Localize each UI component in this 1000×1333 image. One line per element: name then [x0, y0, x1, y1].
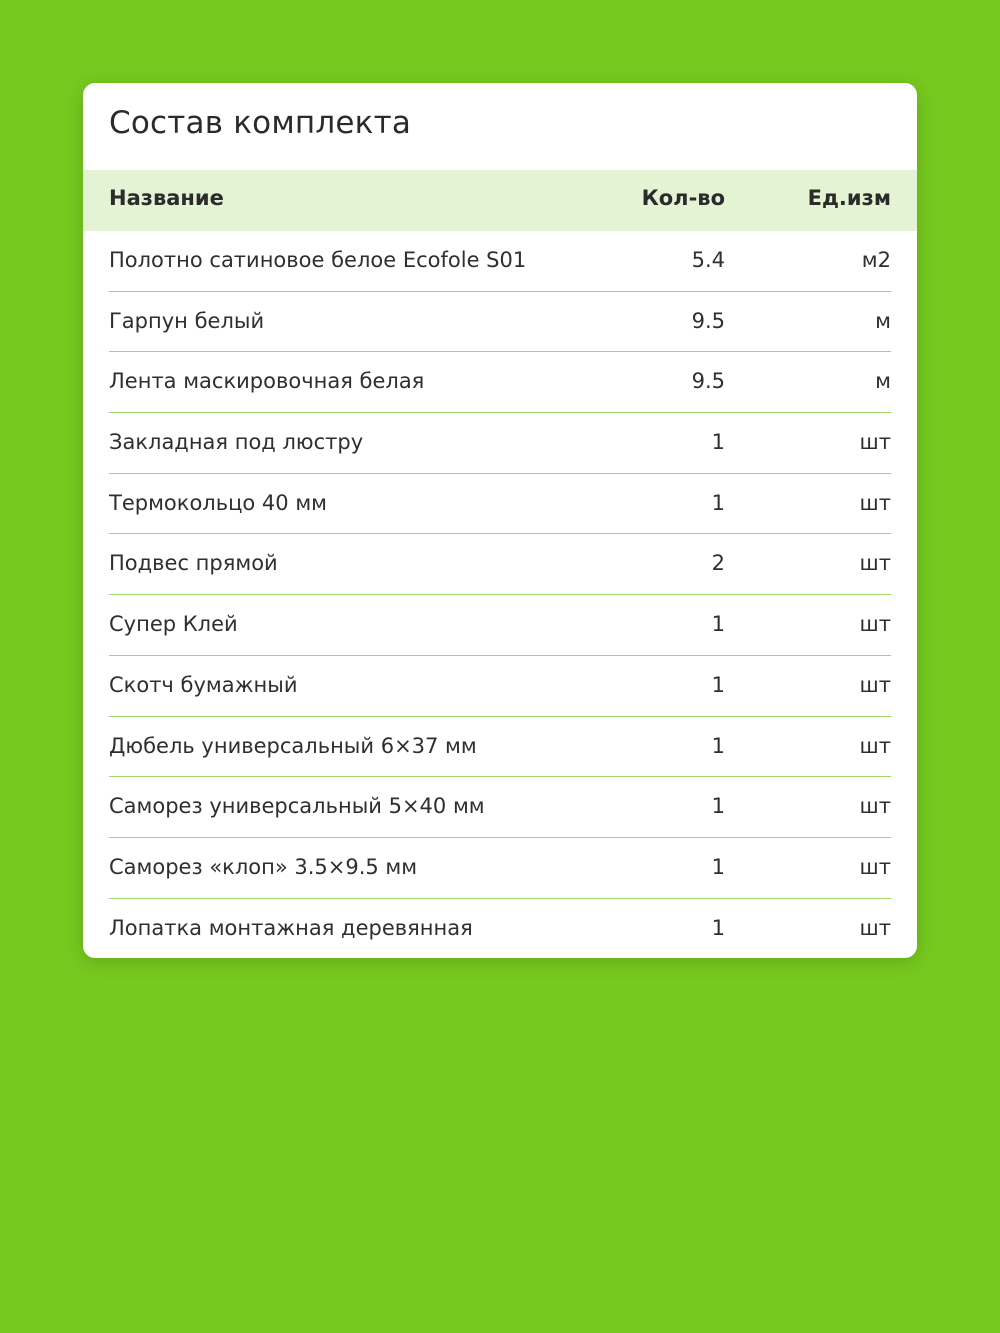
row-qty: 9.5: [691, 369, 725, 394]
row-unit: шт: [859, 672, 891, 697]
table-row: [109, 292, 891, 353]
row-unit: шт: [859, 490, 891, 515]
row-unit: м2: [861, 248, 891, 272]
row-name: Лопатка монтажная деревянная: [109, 915, 473, 940]
row-unit: м: [875, 369, 891, 394]
row-unit: шт: [859, 551, 891, 576]
row-qty: 1: [711, 854, 725, 879]
column-header-unit: Ед.изм: [807, 186, 891, 210]
table-row: [109, 413, 891, 474]
row-name: Закладная под люстру: [109, 430, 364, 455]
table-header: [83, 170, 917, 231]
row-unit: шт: [859, 794, 891, 819]
row-name: Супер Клей: [109, 612, 238, 637]
row-qty: 1: [711, 915, 725, 940]
row-qty: 1: [711, 490, 725, 515]
column-header-qty: Кол-во: [641, 186, 725, 210]
table-row: [109, 231, 891, 292]
table-row: [109, 777, 891, 838]
row-name: Саморез универсальный 5×40 мм: [109, 794, 485, 819]
row-unit: шт: [859, 612, 891, 637]
table-row: [109, 899, 891, 958]
card-title: Состав комплекта: [109, 105, 412, 141]
row-qty: 9.5: [691, 308, 725, 333]
row-qty: 5.4: [691, 248, 725, 272]
row-qty: 1: [711, 672, 725, 697]
kit-contents-card: [83, 83, 917, 958]
row-name: Лента маскировочная белая: [109, 369, 425, 394]
row-name: Гарпун белый: [109, 308, 265, 333]
row-qty: 2: [711, 551, 725, 576]
row-name: Термокольцо 40 мм: [109, 490, 327, 515]
row-unit: шт: [859, 430, 891, 455]
row-name: Подвес прямой: [109, 551, 278, 576]
row-unit: шт: [859, 854, 891, 879]
row-qty: 1: [711, 733, 725, 758]
table-row: [109, 352, 891, 413]
row-name: Скотч бумажный: [109, 672, 298, 697]
table-row: [109, 474, 891, 535]
row-unit: шт: [859, 915, 891, 940]
row-qty: 1: [711, 794, 725, 819]
table-row: [109, 595, 891, 656]
table-row: [109, 534, 891, 595]
row-name: Саморез «клоп» 3.5×9.5 мм: [109, 854, 418, 879]
row-unit: м: [875, 308, 891, 333]
row-unit: шт: [859, 733, 891, 758]
table-row: [109, 656, 891, 717]
row-name: Полотно сатиновое белое Ecofole S01: [109, 248, 527, 272]
row-qty: 1: [711, 612, 725, 637]
column-header-name: Название: [109, 186, 224, 210]
table-row: [109, 717, 891, 778]
table-body: [83, 231, 917, 958]
row-name: Дюбель универсальный 6×37 мм: [109, 733, 477, 758]
table-row: [109, 838, 891, 899]
kit-table: [83, 170, 917, 958]
row-qty: 1: [711, 430, 725, 455]
